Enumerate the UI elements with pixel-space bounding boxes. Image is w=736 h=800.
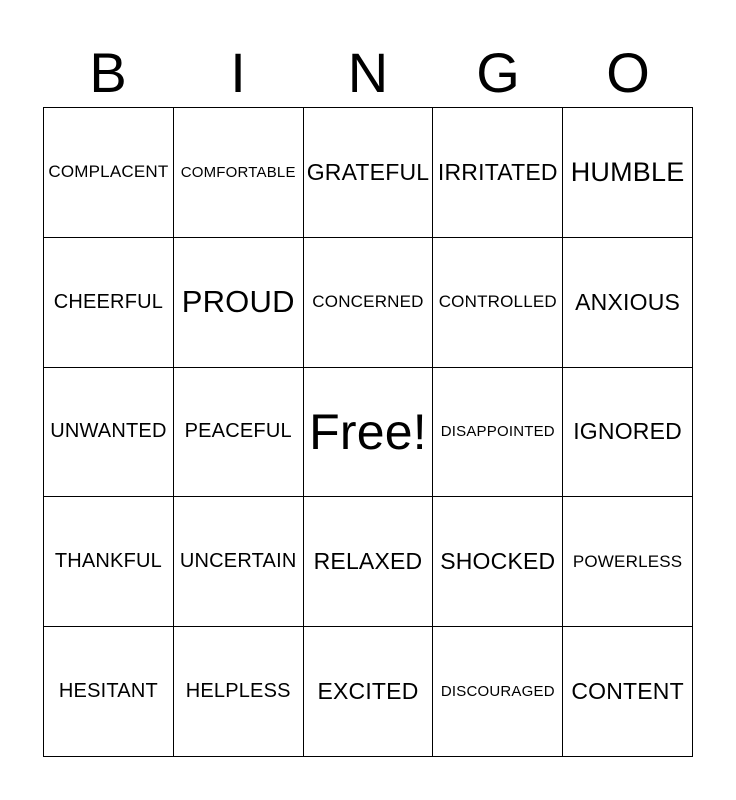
bingo-cell: ANXIOUS <box>563 238 693 368</box>
bingo-cell: CONTENT <box>563 627 693 757</box>
bingo-cell: GRATEFUL <box>304 108 434 238</box>
bingo-cell: HELPLESS <box>174 627 304 757</box>
bingo-cell: THANKFUL <box>44 497 174 627</box>
bingo-cell: SHOCKED <box>433 497 563 627</box>
bingo-cell: EXCITED <box>304 627 434 757</box>
header-letter-i: I <box>230 41 246 104</box>
bingo-cell: IRRITATED <box>433 108 563 238</box>
bingo-cell: UNWANTED <box>44 368 174 498</box>
bingo-cell: HUMBLE <box>563 108 693 238</box>
bingo-cell: CONTROLLED <box>433 238 563 368</box>
bingo-cell: CHEERFUL <box>44 238 174 368</box>
bingo-cell: PEACEFUL <box>174 368 304 498</box>
bingo-cell: COMFORTABLE <box>174 108 304 238</box>
header-letter-n: N <box>347 41 389 104</box>
header-letter-g: G <box>476 41 520 104</box>
bingo-cell: CONCERNED <box>304 238 434 368</box>
bingo-cell: COMPLACENT <box>44 108 174 238</box>
free-space-cell: Free! <box>304 368 434 498</box>
header-letter-b: B <box>89 41 127 104</box>
bingo-header <box>43 40 693 106</box>
bingo-cell: IGNORED <box>563 368 693 498</box>
bingo-board <box>43 107 693 757</box>
header-letter-o: O <box>606 41 650 104</box>
bingo-cell: DISAPPOINTED <box>433 368 563 498</box>
bingo-cell: DISCOURAGED <box>433 627 563 757</box>
bingo-cell: POWERLESS <box>563 497 693 627</box>
bingo-cell: PROUD <box>174 238 304 368</box>
bingo-cell: RELAXED <box>304 497 434 627</box>
bingo-cell: UNCERTAIN <box>174 497 304 627</box>
bingo-cell: HESITANT <box>44 627 174 757</box>
